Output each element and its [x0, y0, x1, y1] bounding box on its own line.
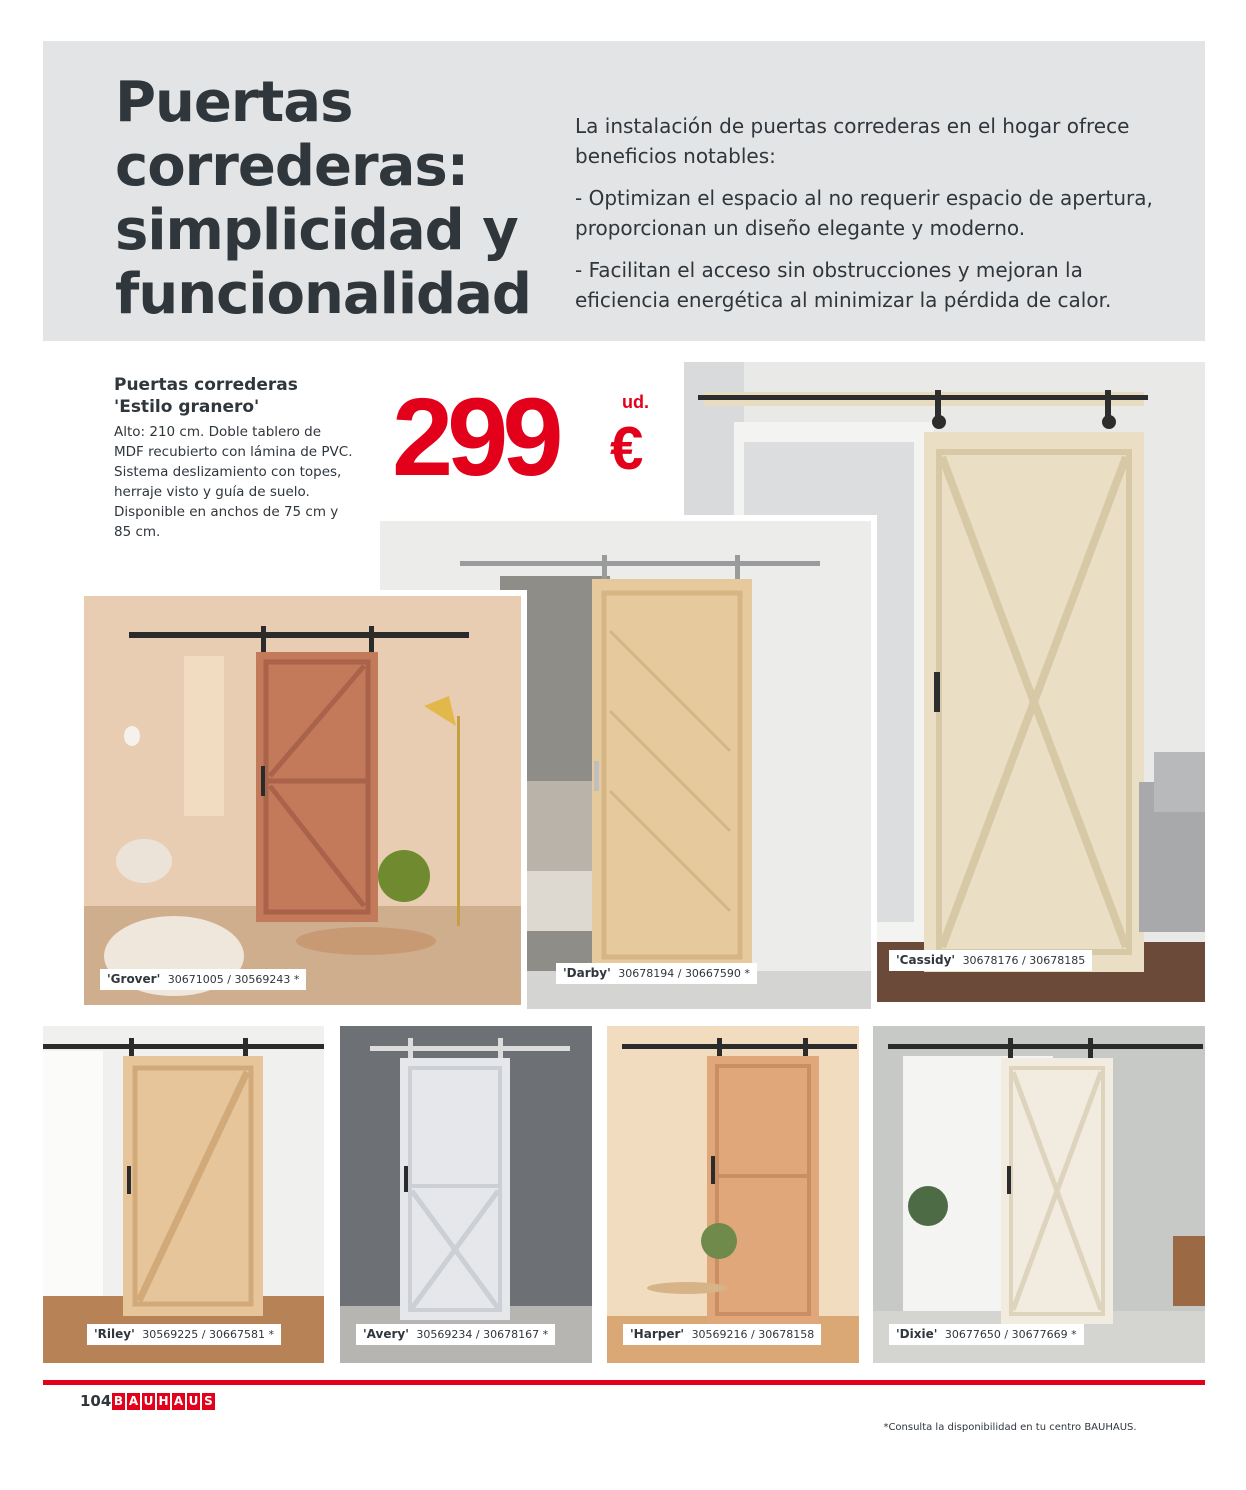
brand-letter: B — [113, 1394, 124, 1408]
footer-divider — [43, 1380, 1205, 1385]
page-title: Puertas correderas: simplicidad y funcionalidad — [115, 70, 531, 327]
door-photo-avery[interactable] — [340, 1026, 592, 1363]
grover-image — [84, 596, 521, 1005]
brand-letter: H — [158, 1394, 169, 1408]
door-name-harper: 'Harper' — [630, 1327, 685, 1341]
brand-letter: S — [202, 1393, 215, 1410]
door-name-riley: 'Riley' — [94, 1327, 135, 1341]
door-photo-harper[interactable] — [607, 1026, 859, 1363]
availability-footnote: *Consulta la disponibilidad en tu centro BAUHAUS. — [883, 1422, 1137, 1433]
hero-point-2: - Facilitan el acceso sin obstrucciones y mejoran la eficiencia energética al minimizar la pérdida de calor. — [575, 258, 1112, 312]
product-name: Puertas correderas 'Estilo granero' — [114, 375, 298, 417]
door-name-cassidy: 'Cassidy' — [896, 953, 956, 967]
brand-letter: A — [128, 1394, 139, 1408]
door-codes-riley: 30569225 / 30667581 * — [142, 1328, 274, 1341]
door-name-darby: 'Darby' — [563, 966, 611, 980]
door-label-dixie — [889, 1324, 1084, 1345]
brand-logo — [112, 1393, 215, 1410]
door-photo-riley[interactable] — [43, 1026, 324, 1363]
door-name-avery: 'Avery' — [363, 1327, 409, 1341]
door-codes-avery: 30569234 / 30678167 * — [416, 1328, 549, 1341]
door-codes-grover: 30671005 / 30569243 * — [167, 973, 300, 986]
price-value: 299 — [392, 376, 558, 499]
brand-letter: U — [188, 1394, 199, 1408]
door-label-grover — [100, 969, 306, 990]
door-photo-grover[interactable] — [78, 590, 527, 1011]
page-number: 104 — [80, 1392, 112, 1410]
brand-letter: U — [143, 1394, 154, 1408]
door-name-grover: 'Grover' — [107, 972, 161, 986]
price-tag — [392, 378, 672, 498]
hero-text — [575, 111, 1175, 327]
door-label-avery — [356, 1324, 555, 1345]
price-currency: € — [610, 415, 644, 482]
door-label-harper — [623, 1324, 821, 1345]
avery-image — [340, 1026, 592, 1363]
door-label-riley — [87, 1324, 281, 1345]
brand-letter: A — [173, 1394, 184, 1408]
door-label-darby — [556, 963, 757, 984]
door-codes-dixie: 30677650 / 30677669 * — [944, 1328, 1077, 1341]
hero-intro: La instalación de puertas correderas en el hogar ofrece beneficios notables: — [575, 114, 1130, 168]
product-description: Alto: 210 cm. Doble tablero de MDF recubierto con lámina de PVC. Sistema deslizamiento con topes, herraje visto y guía de suelo. Disponible en anchos de 75 cm y 85 cm. — [114, 424, 353, 540]
dixie-image — [873, 1026, 1205, 1363]
door-codes-darby: 30678194 / 30667590 * — [618, 967, 750, 980]
door-photo-dixie[interactable] — [873, 1026, 1205, 1363]
product-info — [114, 374, 354, 542]
price-unit: ud. — [622, 392, 649, 412]
riley-image — [43, 1026, 324, 1363]
door-codes-harper: 30569216 / 30678158 — [691, 1328, 815, 1341]
door-codes-cassidy: 30678176 / 30678185 — [962, 954, 1086, 967]
hero-point-1: - Optimizan el espacio al no requerir espacio de apertura, proporcionan un diseño elegante y moderno. — [575, 186, 1153, 240]
harper-image — [607, 1026, 859, 1363]
door-label-cassidy — [889, 950, 1092, 971]
door-name-dixie: 'Dixie' — [896, 1327, 938, 1341]
hero-panel — [43, 41, 1205, 341]
